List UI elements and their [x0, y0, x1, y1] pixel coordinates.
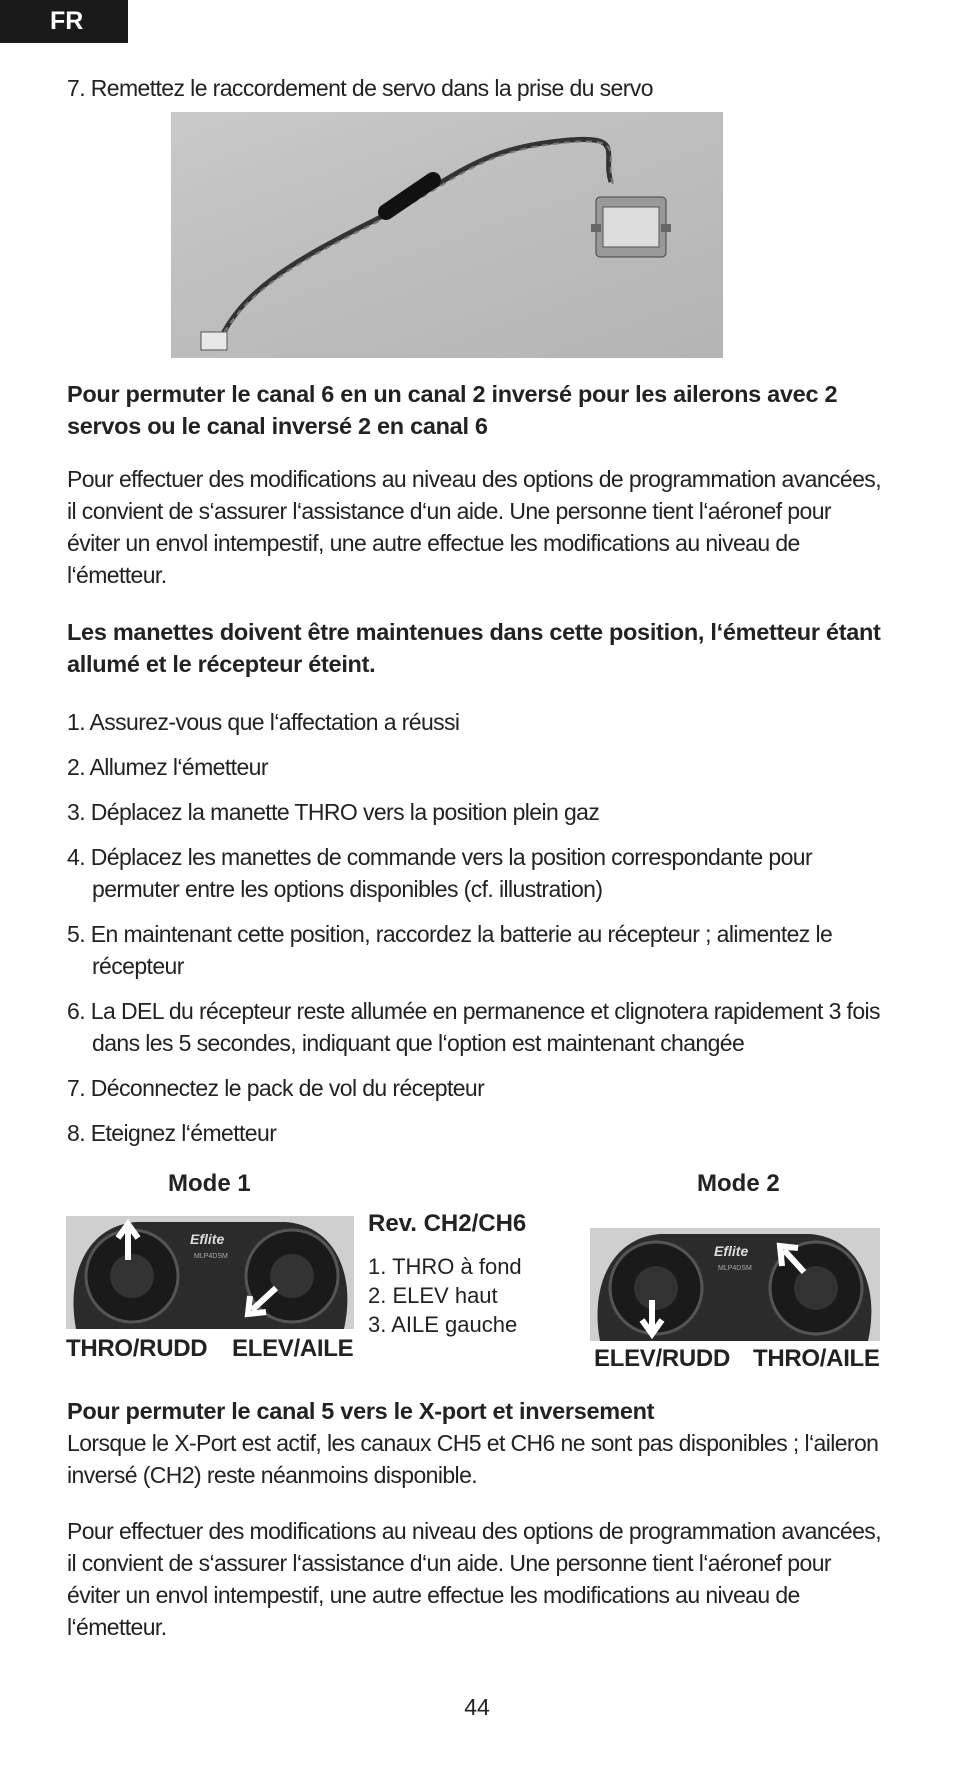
list-item: 3. AILE gauche	[368, 1312, 518, 1337]
rev-steps	[368, 1252, 522, 1339]
mode1-right-stick-label: ELEV/AILE	[232, 1335, 354, 1362]
list-item: 5. En maintenant cette position, raccordez la batterie au récepteur ; alimentez le récepteur	[67, 921, 833, 979]
step-servo-reconnect: 7. Remettez le raccordement de servo dans la prise du servo	[67, 75, 653, 101]
section1-intro: Pour effectuer des modifications au niveau des options de programmation avancées, il convient de s‘assurer l‘assistance d‘un aide. Une personne tient l‘aéronef pour éviter un envol intempestif, une autre effectue les modifications au niveau de l‘émetteur.	[67, 466, 881, 588]
servo-lead-photo	[171, 112, 723, 358]
brand-logo: Eflite	[714, 1243, 749, 1259]
mode2-left-stick-label: ELEV/RUDD	[594, 1345, 730, 1372]
list-item: 1. Assurez-vous que l‘affectation a réussi	[67, 709, 460, 735]
list-item: 8. Eteignez l‘émetteur	[67, 1120, 277, 1146]
rev-title: Rev. CH2/CH6	[368, 1210, 527, 1237]
brand-logo: Eflite	[190, 1231, 225, 1247]
mode2-title: Mode 2	[697, 1170, 780, 1197]
list-item: 1. THRO à fond	[368, 1254, 522, 1279]
mode1-title: Mode 1	[168, 1170, 251, 1197]
language-tab: FR	[0, 0, 128, 43]
section2-text: Lorsque le X-Port est actif, les canaux CH5 et CH6 ne sont pas disponibles ; l‘aileron inversé (CH2) reste néanmoins disponible.	[67, 1430, 879, 1488]
section1-subheading: Les manettes doivent être maintenues dans cette position, l‘émetteur étant allumé et le récepteur éteint.	[67, 619, 881, 677]
list-item: 2. Allumez l‘émetteur	[67, 754, 268, 780]
mode1-left-stick-label: THRO/RUDD	[66, 1335, 208, 1362]
servo-lead-illustration	[171, 112, 723, 358]
procedure-steps	[67, 706, 889, 1162]
list-item: 7. Déconnectez le pack de vol du récepteur	[67, 1075, 485, 1101]
mode1-transmitter-image	[66, 1216, 354, 1329]
connector-plug	[201, 332, 227, 350]
model-label: MLP4DSM	[194, 1253, 228, 1260]
model-label: MLP4DSM	[718, 1265, 752, 1272]
list-item: 4. Déplacez les manettes de commande vers la position correspondante pour permuter entre les options disponibles (cf. illustration)	[67, 844, 813, 902]
list-item: 3. Déplacez la manette THRO vers la position plein gaz	[67, 799, 600, 825]
section2-heading: Pour permuter le canal 5 vers le X-port et inversement	[67, 1398, 655, 1424]
section2-intro: Pour effectuer des modifications au niveau des options de programmation avancées, il convient de s‘assurer l‘assistance d‘un aide. Une personne tient l‘aéronef pour éviter un envol intempestif, une autre effectue les modifications au niveau de l‘émetteur.	[67, 1518, 881, 1640]
section1-heading: Pour permuter le canal 6 en un canal 2 inversé pour les ailerons avec 2 servos ou le canal inversé 2 en canal 6	[67, 381, 838, 439]
mode2-right-stick-label: THRO/AILE	[753, 1345, 880, 1372]
page-number: 44	[464, 1694, 490, 1720]
list-item: 2. ELEV haut	[368, 1283, 498, 1308]
mode2-transmitter-image	[590, 1228, 880, 1341]
list-item: 6. La DEL du récepteur reste allumée en permanence et clignotera rapidement 3 fois dans les 5 secondes, indiquant que l‘option est maintenant changée	[67, 998, 880, 1056]
